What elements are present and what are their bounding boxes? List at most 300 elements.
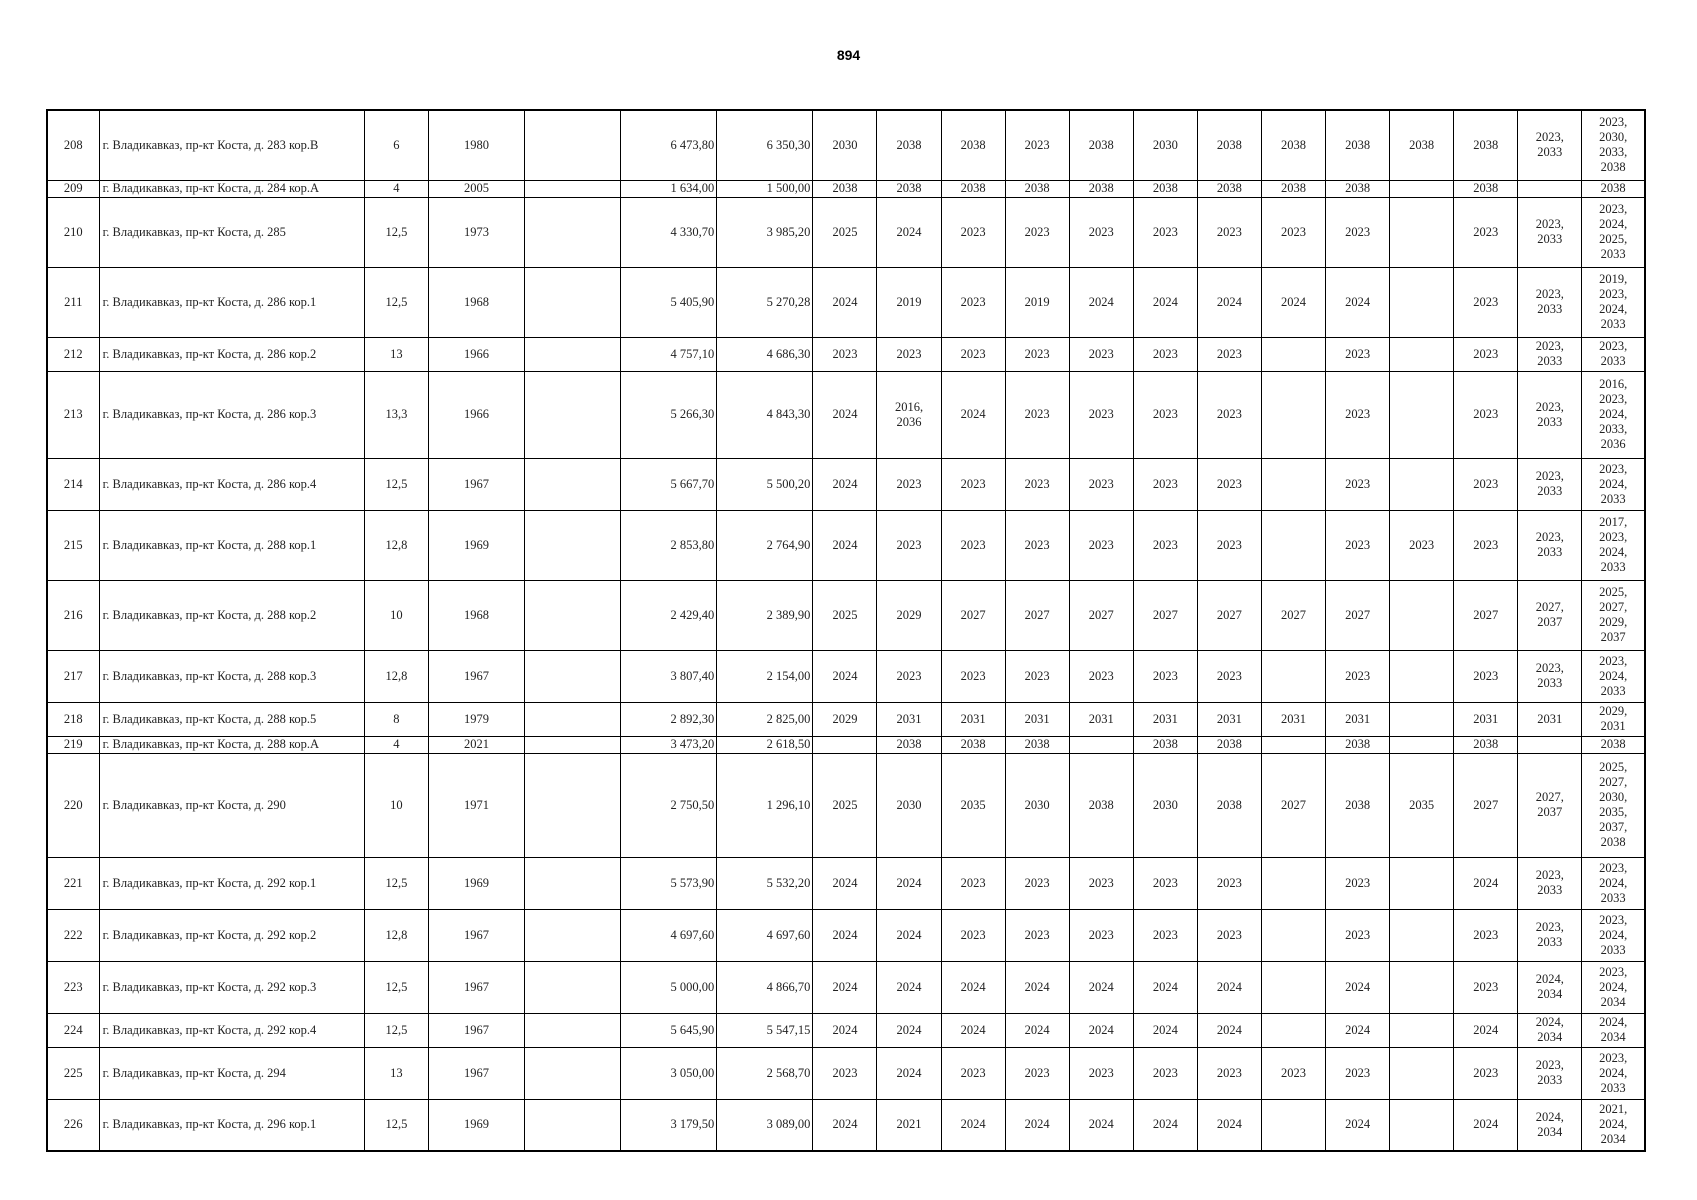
total-area-cell: 5 405,90 [621,267,717,337]
repair-year-cell: 2024 [813,1013,877,1047]
repair-year-cell: 2031 [1069,702,1133,736]
living-area-cell: 6 350,30 [717,110,813,180]
repair-year-cell: 2024 [1197,1099,1261,1151]
repair-year-cell: 2023 [1005,458,1069,510]
table-row [47,267,1645,337]
repair-year-cell: 2023, 2033 [1518,1047,1582,1099]
row-number-cell: 218 [47,702,99,736]
living-area-cell: 2 389,90 [717,580,813,650]
build-year-cell: 1968 [428,580,524,650]
repair-year-cell [1261,650,1325,702]
repair-year-cell: 2031 [1005,702,1069,736]
repair-year-cell: 2024 [1069,267,1133,337]
address-cell: г. Владикавказ, пр-кт Коста, д. 292 кор.2 [99,909,364,961]
build-year-cell: 1980 [428,110,524,180]
repair-year-cell: 2024 [877,857,941,909]
repair-year-cell: 2023 [1069,197,1133,267]
address-cell: г. Владикавказ, пр-кт Коста, д. 286 кор.4 [99,458,364,510]
table-row [47,961,1645,1013]
repair-year-cell: 2023, 2033 [1518,458,1582,510]
row-number-cell: 213 [47,371,99,458]
repair-year-cell: 2023 [1197,1047,1261,1099]
living-area-cell: 2 764,90 [717,510,813,580]
repair-year-cell: 2038 [1005,180,1069,197]
repair-year-cell: 2023 [1197,197,1261,267]
repair-year-cell: 2024 [1454,857,1518,909]
repair-year-cell: 2038 [941,180,1005,197]
address-cell: г. Владикавказ, пр-кт Коста, д. 292 кор.1 [99,857,364,909]
repair-year-cell [1390,458,1454,510]
repair-year-cell: 2019, 2023, 2024, 2033 [1582,267,1645,337]
repair-year-cell [1261,1099,1325,1151]
repair-year-cell: 2023, 2024, 2033 [1582,458,1645,510]
repair-year-cell [1261,337,1325,371]
repair-year-cell: 2023 [1454,961,1518,1013]
floors-cell: 12,8 [364,909,428,961]
row-number-cell: 212 [47,337,99,371]
total-area-cell: 5 645,90 [621,1013,717,1047]
total-area-cell: 2 750,50 [621,753,717,857]
table-row [47,580,1645,650]
repair-year-cell: 2023 [1005,650,1069,702]
repair-year-cell: 2038 [1005,736,1069,753]
empty-cell [525,961,621,1013]
address-cell: г. Владикавказ, пр-кт Коста, д. 292 кор.4 [99,1013,364,1047]
repair-year-cell: 2038 [1326,736,1390,753]
repair-year-cell: 2038 [1133,736,1197,753]
living-area-cell: 1 296,10 [717,753,813,857]
address-cell: г. Владикавказ, пр-кт Коста, д. 284 кор.А [99,180,364,197]
repair-year-cell: 2023 [1326,909,1390,961]
total-area-cell: 2 892,30 [621,702,717,736]
repair-year-cell: 2023 [1454,650,1518,702]
table-row [47,110,1645,180]
repair-year-cell: 2024 [1133,961,1197,1013]
repair-year-cell: 2024 [1454,1013,1518,1047]
repair-year-cell [1261,1013,1325,1047]
total-area-cell: 6 473,80 [621,110,717,180]
repair-year-cell: 2023 [1454,197,1518,267]
repair-year-cell: 2024 [941,1099,1005,1151]
repair-year-cell: 2031 [1326,702,1390,736]
repair-year-cell: 2038 [813,180,877,197]
repair-year-cell: 2023 [1005,1047,1069,1099]
repair-year-cell: 2023, 2033 [1518,267,1582,337]
repair-year-cell: 2023 [1197,650,1261,702]
total-area-cell: 5 266,30 [621,371,717,458]
repair-year-cell: 2024 [1133,1013,1197,1047]
total-area-cell: 2 429,40 [621,580,717,650]
repair-year-cell: 2023 [1005,337,1069,371]
repair-year-cell: 2023 [941,337,1005,371]
row-number-cell: 220 [47,753,99,857]
floors-cell: 12,5 [364,1013,428,1047]
repair-year-cell: 2023, 2033 [1582,337,1645,371]
empty-cell [525,458,621,510]
repair-year-cell [1390,961,1454,1013]
repair-year-cell: 2024 [813,909,877,961]
repair-year-cell: 2024 [1069,1099,1133,1151]
repair-year-cell [1390,1013,1454,1047]
repair-year-cell: 2038 [1197,180,1261,197]
repair-year-cell: 2024 [1133,267,1197,337]
row-number-cell: 221 [47,857,99,909]
repair-year-cell [1390,702,1454,736]
repair-year-cell: 2023 [1133,510,1197,580]
build-year-cell: 1967 [428,1013,524,1047]
repair-year-cell: 2038 [1582,736,1645,753]
living-area-cell: 4 866,70 [717,961,813,1013]
repair-year-cell: 2027, 2037 [1518,580,1582,650]
repair-year-cell: 2025 [813,197,877,267]
repair-year-cell: 2023 [1005,909,1069,961]
housing-repair-schedule-table [46,109,1646,1152]
living-area-cell: 2 618,50 [717,736,813,753]
repair-year-cell: 2027 [1454,753,1518,857]
repair-year-cell: 2023 [941,857,1005,909]
row-number-cell: 216 [47,580,99,650]
repair-year-cell: 2023, 2033 [1518,857,1582,909]
repair-year-cell [813,736,877,753]
total-area-cell: 3 050,00 [621,1047,717,1099]
repair-year-cell: 2038 [1197,753,1261,857]
repair-year-cell: 2024, 2034 [1518,1099,1582,1151]
repair-year-cell: 2038 [1069,753,1133,857]
table-row [47,180,1645,197]
repair-year-cell [1390,337,1454,371]
repair-year-cell: 2023, 2024, 2033 [1582,857,1645,909]
repair-year-cell: 2024 [1261,267,1325,337]
row-number-cell: 223 [47,961,99,1013]
repair-year-cell: 2027 [1197,580,1261,650]
floors-cell: 4 [364,736,428,753]
empty-cell [525,702,621,736]
total-area-cell: 3 807,40 [621,650,717,702]
build-year-cell: 1967 [428,961,524,1013]
floors-cell: 12,5 [364,857,428,909]
empty-cell [525,857,621,909]
repair-year-cell: 2030 [1005,753,1069,857]
repair-year-cell: 2029 [813,702,877,736]
row-number-cell: 219 [47,736,99,753]
address-cell: г. Владикавказ, пр-кт Коста, д. 288 кор.А [99,736,364,753]
empty-cell [525,1013,621,1047]
repair-year-cell [1390,736,1454,753]
empty-cell [525,110,621,180]
repair-year-cell: 2023 [1454,458,1518,510]
repair-year-cell: 2023 [1326,197,1390,267]
repair-year-cell: 2024 [1197,267,1261,337]
repair-year-cell: 2023 [1069,857,1133,909]
table-row [47,702,1645,736]
empty-cell [525,909,621,961]
repair-year-cell [1390,197,1454,267]
repair-year-cell: 2023, 2024, 2033 [1582,650,1645,702]
repair-year-cell [1390,1099,1454,1151]
living-area-cell: 4 697,60 [717,909,813,961]
repair-year-cell [1390,580,1454,650]
repair-year-cell: 2023 [877,510,941,580]
row-number-cell: 225 [47,1047,99,1099]
total-area-cell: 3 179,50 [621,1099,717,1151]
repair-year-cell: 2023 [1454,909,1518,961]
table-row [47,1099,1645,1151]
repair-year-cell: 2025, 2027, 2029, 2037 [1582,580,1645,650]
repair-year-cell: 2038 [1582,180,1645,197]
floors-cell: 8 [364,702,428,736]
repair-year-cell: 2023 [1069,650,1133,702]
empty-cell [525,736,621,753]
repair-year-cell: 2023 [1326,510,1390,580]
address-cell: г. Владикавказ, пр-кт Коста, д. 294 [99,1047,364,1099]
repair-year-cell: 2023 [877,458,941,510]
floors-cell: 10 [364,580,428,650]
repair-year-cell [1261,736,1325,753]
repair-year-cell: 2023, 2033 [1518,371,1582,458]
row-number-cell: 215 [47,510,99,580]
repair-year-cell: 2024 [1326,1099,1390,1151]
build-year-cell: 1971 [428,753,524,857]
repair-year-cell: 2023 [1454,337,1518,371]
repair-year-cell: 2030 [877,753,941,857]
table-row [47,1013,1645,1047]
repair-year-cell [1390,857,1454,909]
repair-year-cell: 2027 [1261,753,1325,857]
repair-year-cell: 2021, 2024, 2034 [1582,1099,1645,1151]
repair-year-cell: 2024 [813,857,877,909]
repair-year-cell: 2027 [1326,580,1390,650]
repair-year-cell: 2038 [1261,180,1325,197]
table-row [47,458,1645,510]
repair-year-cell: 2024 [877,909,941,961]
build-year-cell: 1967 [428,458,524,510]
repair-year-cell: 2023 [813,337,877,371]
build-year-cell: 1979 [428,702,524,736]
repair-year-cell: 2023 [1133,909,1197,961]
row-number-cell: 222 [47,909,99,961]
total-area-cell: 4 697,60 [621,909,717,961]
row-number-cell: 209 [47,180,99,197]
build-year-cell: 1967 [428,909,524,961]
repair-year-cell: 2023 [1326,1047,1390,1099]
empty-cell [525,1099,621,1151]
table-row [47,371,1645,458]
row-number-cell: 210 [47,197,99,267]
repair-year-cell [1518,736,1582,753]
total-area-cell: 5 000,00 [621,961,717,1013]
repair-year-cell: 2027 [1261,580,1325,650]
address-cell: г. Владикавказ, пр-кт Коста, д. 285 [99,197,364,267]
row-number-cell: 208 [47,110,99,180]
living-area-cell: 3 089,00 [717,1099,813,1151]
repair-year-cell: 2038 [1069,110,1133,180]
repair-year-cell: 2038 [1326,753,1390,857]
repair-year-cell: 2024 [1005,1099,1069,1151]
floors-cell: 12,8 [364,510,428,580]
living-area-cell: 4 843,30 [717,371,813,458]
repair-year-cell: 2024 [813,1099,877,1151]
table-row [47,753,1645,857]
repair-year-cell: 2023 [1005,110,1069,180]
repair-year-cell: 2038 [1069,180,1133,197]
empty-cell [525,180,621,197]
repair-year-cell: 2023 [1197,458,1261,510]
repair-year-cell: 2023 [1069,1047,1133,1099]
repair-year-cell: 2023 [941,197,1005,267]
repair-year-cell: 2023 [1069,371,1133,458]
repair-year-cell: 2038 [1454,180,1518,197]
repair-year-cell: 2023, 2033 [1518,909,1582,961]
total-area-cell: 2 853,80 [621,510,717,580]
repair-year-cell: 2030 [813,110,877,180]
repair-year-cell: 2023, 2033 [1518,510,1582,580]
repair-year-cell: 2038 [877,736,941,753]
row-number-cell: 217 [47,650,99,702]
repair-year-cell: 2038 [877,180,941,197]
repair-year-cell: 2024 [1133,1099,1197,1151]
floors-cell: 6 [364,110,428,180]
repair-year-cell: 2023, 2024, 2033 [1582,1047,1645,1099]
repair-year-cell: 2024 [813,510,877,580]
repair-year-cell: 2019 [877,267,941,337]
living-area-cell: 5 270,28 [717,267,813,337]
repair-year-cell: 2025 [813,580,877,650]
repair-year-cell [1390,909,1454,961]
repair-year-cell: 2023 [1133,650,1197,702]
empty-cell [525,267,621,337]
floors-cell: 12,5 [364,1099,428,1151]
repair-year-cell: 2023 [1133,857,1197,909]
table-row [47,510,1645,580]
repair-year-cell: 2035 [941,753,1005,857]
table-row [47,1047,1645,1099]
total-area-cell: 4 330,70 [621,197,717,267]
repair-year-cell: 2023 [877,650,941,702]
repair-year-cell: 2030 [1133,753,1197,857]
repair-year-cell: 2023 [1005,857,1069,909]
repair-year-cell: 2024 [1069,961,1133,1013]
repair-year-cell: 2024 [941,1013,1005,1047]
address-cell: г. Владикавказ, пр-кт Коста, д. 288 кор.1 [99,510,364,580]
repair-year-cell [1518,180,1582,197]
repair-year-cell: 2031 [941,702,1005,736]
repair-year-cell: 2024 [1005,961,1069,1013]
address-cell: г. Владикавказ, пр-кт Коста, д. 283 кор.В [99,110,364,180]
repair-year-cell: 2024 [941,961,1005,1013]
repair-year-cell: 2023 [1069,510,1133,580]
table-row [47,650,1645,702]
repair-year-cell: 2031 [1133,702,1197,736]
repair-year-cell: 2023, 2024, 2025, 2033 [1582,197,1645,267]
repair-year-cell: 2023 [941,267,1005,337]
repair-year-cell: 2023 [1454,371,1518,458]
total-area-cell: 5 667,70 [621,458,717,510]
address-cell: г. Владикавказ, пр-кт Коста, д. 288 кор.5 [99,702,364,736]
repair-year-cell: 2023 [1197,909,1261,961]
repair-year-cell [1261,371,1325,458]
repair-year-cell: 2023 [941,909,1005,961]
repair-year-cell: 2023 [1133,458,1197,510]
repair-year-cell: 2038 [1326,110,1390,180]
empty-cell [525,197,621,267]
repair-year-cell: 2023, 2033 [1518,337,1582,371]
total-area-cell: 1 634,00 [621,180,717,197]
repair-year-cell: 2023 [1261,1047,1325,1099]
empty-cell [525,510,621,580]
repair-year-cell: 2024 [813,650,877,702]
repair-year-cell: 2024 [1454,1099,1518,1151]
repair-year-cell: 2023 [1326,337,1390,371]
row-number-cell: 211 [47,267,99,337]
repair-year-cell: 2023 [1197,510,1261,580]
repair-year-cell: 2038 [1454,110,1518,180]
repair-year-cell: 2023, 2033 [1518,197,1582,267]
repair-year-cell: 2023 [1069,337,1133,371]
repair-year-cell: 2024, 2034 [1518,1013,1582,1047]
table-row [47,337,1645,371]
build-year-cell: 1966 [428,337,524,371]
repair-year-cell: 2023 [941,650,1005,702]
floors-cell: 12,5 [364,267,428,337]
repair-year-cell: 2023 [1326,371,1390,458]
repair-year-cell: 2024 [813,961,877,1013]
living-area-cell: 4 686,30 [717,337,813,371]
repair-year-cell: 2027 [1069,580,1133,650]
repair-year-cell: 2035 [1390,753,1454,857]
repair-year-cell [1261,909,1325,961]
repair-year-cell [1390,650,1454,702]
floors-cell: 13,3 [364,371,428,458]
floors-cell: 10 [364,753,428,857]
repair-year-cell: 2038 [1390,110,1454,180]
repair-year-cell: 2031 [1261,702,1325,736]
total-area-cell: 5 573,90 [621,857,717,909]
repair-year-cell: 2017, 2023, 2024, 2033 [1582,510,1645,580]
repair-year-cell: 2016, 2023, 2024, 2033, 2036 [1582,371,1645,458]
repair-year-cell: 2023 [1454,267,1518,337]
living-area-cell: 1 500,00 [717,180,813,197]
repair-year-cell: 2024 [1197,961,1261,1013]
repair-year-cell: 2038 [1454,736,1518,753]
repair-year-cell: 2023 [1454,510,1518,580]
repair-year-cell: 2031 [1454,702,1518,736]
repair-year-cell: 2024, 2034 [1582,1013,1645,1047]
repair-year-cell: 2023 [813,1047,877,1099]
repair-year-cell: 2023 [1133,1047,1197,1099]
build-year-cell: 1969 [428,510,524,580]
empty-cell [525,580,621,650]
repair-year-cell: 2023 [1454,1047,1518,1099]
repair-year-cell: 2038 [1326,180,1390,197]
empty-cell [525,753,621,857]
repair-year-cell: 2023 [1261,197,1325,267]
build-year-cell: 1967 [428,650,524,702]
repair-year-cell: 2023 [1197,371,1261,458]
living-area-cell: 3 985,20 [717,197,813,267]
repair-year-cell: 2023 [1133,337,1197,371]
empty-cell [525,371,621,458]
repair-year-cell: 2024, 2034 [1518,961,1582,1013]
repair-year-cell: 2023 [1069,458,1133,510]
build-year-cell: 2021 [428,736,524,753]
build-year-cell: 1973 [428,197,524,267]
address-cell: г. Владикавказ, пр-кт Коста, д. 290 [99,753,364,857]
repair-year-cell: 2038 [1261,110,1325,180]
total-area-cell: 4 757,10 [621,337,717,371]
repair-year-cell: 2023, 2033 [1518,650,1582,702]
build-year-cell: 2005 [428,180,524,197]
repair-year-cell: 2023, 2030, 2033, 2038 [1582,110,1645,180]
